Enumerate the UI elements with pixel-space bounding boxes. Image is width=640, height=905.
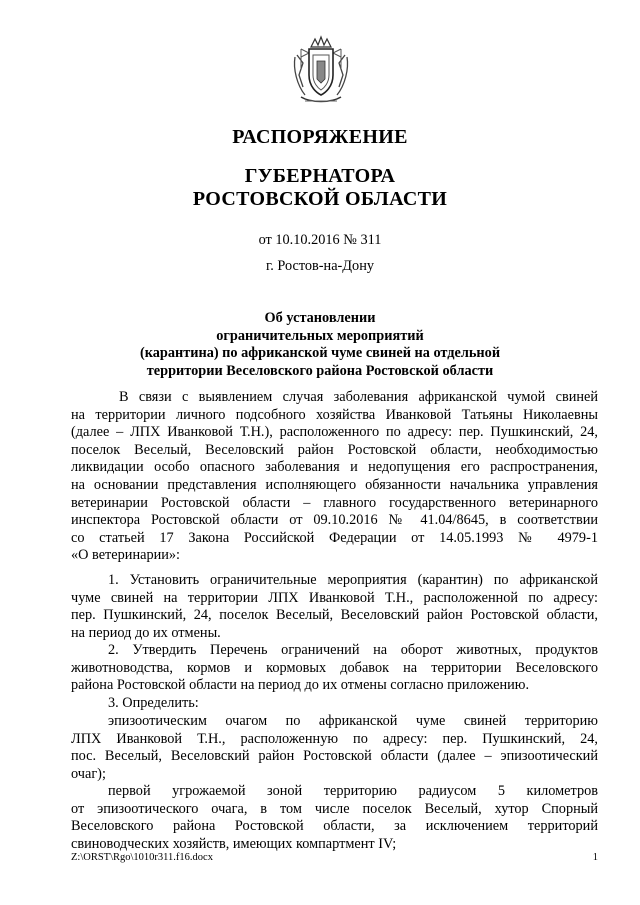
text-line: ликвидации особо опасного заболевания и недопущения его распространения, <box>71 459 598 476</box>
text-line: от эпизоотического очага, в том числе поселок Веселый, хутор Спорный <box>71 800 598 817</box>
text-line: пер. Пушкинский, 24, поселок Веселый, Веселовский район Ростовской области, <box>71 607 598 624</box>
subject-line: территории Веселовского района Ростовской области <box>146 362 494 379</box>
text-line: инспектора Ростовской области от 09.10.2016 № 41.04/8645, в соответствии <box>71 512 598 529</box>
text-line: района Ростовской области на период до их отмены согласно приложению. <box>71 677 530 694</box>
text-line: эпизоотическим очагом по африканской чуме свиней территорию <box>108 713 598 729</box>
page-number: 1 <box>592 852 598 863</box>
text-line: на территории личного подсобного хозяйства Иванковой Татьяны Николаевны <box>71 406 598 423</box>
text-line: ЛПХ Иванковой Т.Н., расположенную по адресу: пер. Пушкинский, 24, <box>71 730 598 747</box>
text-line: «О ветеринарии»: <box>71 547 181 564</box>
document-city: г. Ростов-на-Дону <box>265 258 375 274</box>
document-subject <box>110 310 530 380</box>
text-line: Веселовского района Ростовской области, за исключением территорий <box>71 818 598 835</box>
text-line: на период до их отмены. <box>71 624 221 641</box>
page-footer <box>71 852 598 863</box>
preamble-paragraph <box>71 389 598 565</box>
subject-line: ограничительных мероприятий <box>216 327 424 344</box>
authority-line-2: РОСТОВСКОЙ ОБЛАСТИ <box>192 188 448 210</box>
text-line: очаг); <box>71 765 106 782</box>
coat-of-arms-emblem <box>291 35 351 107</box>
text-line: чуме свиней на территории ЛПХ Иванковой Т.Н., расположенной по адресу: <box>71 589 598 606</box>
text-line: 1. Установить ограничительные мероприятия (карантин) по африканской <box>108 572 598 588</box>
text-line: В связи с выявлением случая заболевания африканской чумой свиней <box>119 389 598 405</box>
text-line: 2. Утвердить Перечень ограничений на оборот животных, продуктов <box>108 642 598 658</box>
text-line: поселок Веселый, Веселовский район Ростовской области, необходимостью <box>71 441 598 458</box>
text-line: животноводства, кормов и кормовых добавок на территории Веселовского <box>71 659 598 676</box>
document-type-title: РАСПОРЯЖЕНИЕ <box>232 126 408 148</box>
text-line: первой угрожаемой зоной территорию радиусом 5 километров <box>108 783 598 799</box>
subject-line: (карантина) по африканской чуме свиней на отдельной <box>139 345 501 362</box>
text-line: со статьей 17 Закона Российской Федерации от 14.05.1993 № 4979-1 <box>71 529 598 546</box>
text-line: (далее – ЛПХ Иванковой Т.Н.), расположенного по адресу: пер. Пушкинский, 24, <box>71 424 598 441</box>
subject-line: Об установлении <box>264 310 376 326</box>
item-1-paragraph <box>71 572 598 642</box>
text-line: на основании представления исполняющего обязанности начальника управления <box>71 476 598 493</box>
item-3a-paragraph <box>71 713 598 783</box>
item-3b-paragraph <box>71 783 598 853</box>
item-2-paragraph <box>71 642 598 695</box>
text-line: 3. Определить: <box>108 695 199 711</box>
document-date-number: от 10.10.2016 № 311 <box>258 232 382 248</box>
item-3-heading <box>71 695 598 713</box>
text-line: пос. Веселый, Веселовский район Ростовской области (далее – эпизоотический <box>71 748 598 765</box>
text-line: свиноводческих хозяйств, имеющих компартмент IV; <box>71 835 397 852</box>
authority-line-1: ГУБЕРНАТОРА <box>244 165 396 187</box>
text-line: ветеринарии Ростовской области – главного государственного ветеринарного <box>71 494 598 511</box>
footer-file-path: Z:\ORST\Rgo\1010r311.f16.docx <box>71 852 213 863</box>
